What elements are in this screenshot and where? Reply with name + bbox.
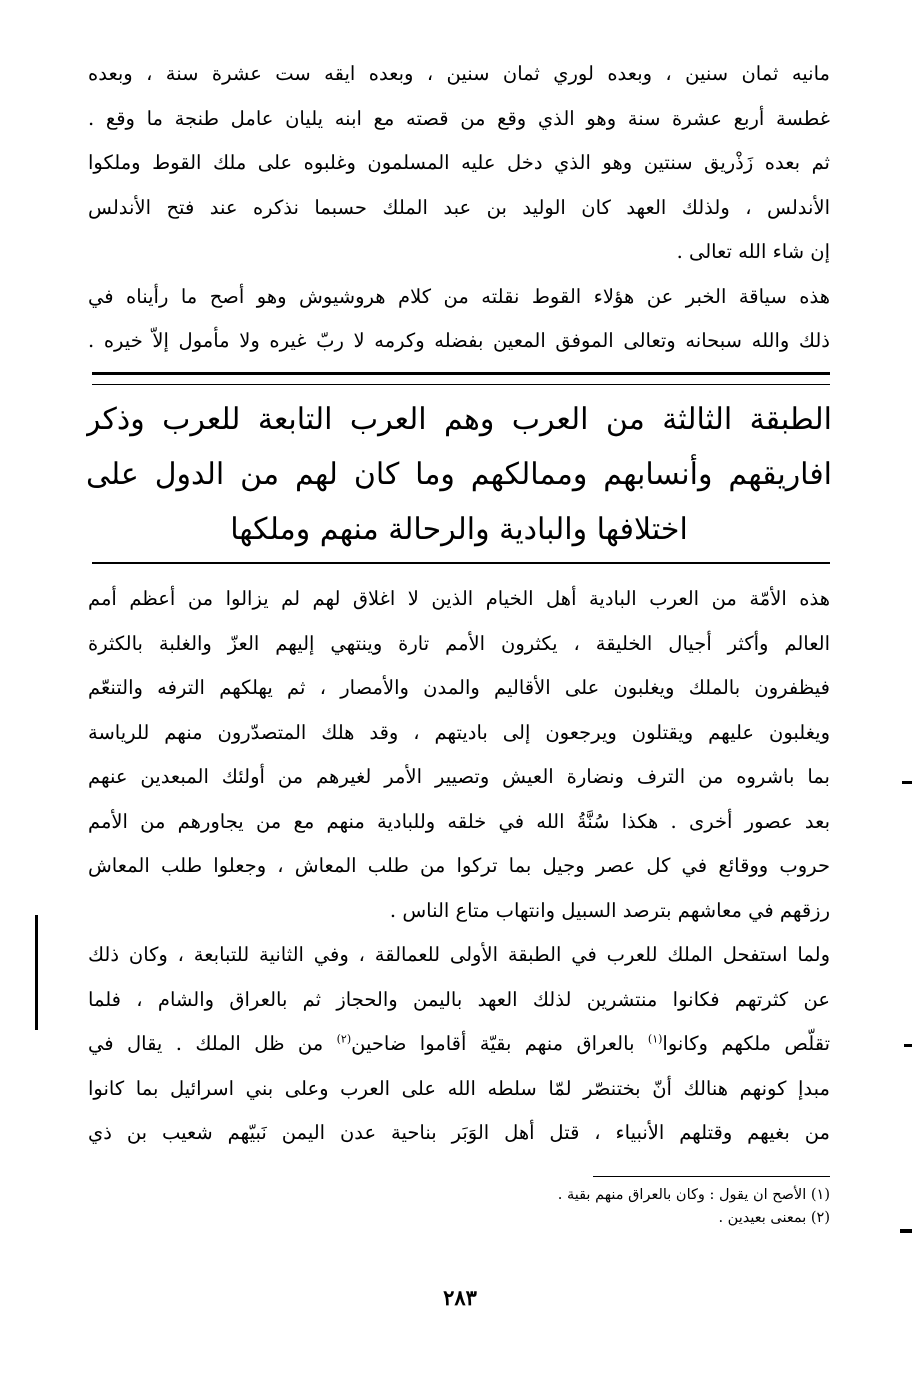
section-divider-single bbox=[92, 562, 830, 564]
heading-line: الطبقة الثالثة من العرب وهم العرب التابعة للعرب وذكر bbox=[86, 402, 832, 437]
text-line: الأندلس ، ولذلك العهد كان الوليد بن عبد الملك حسبما نذكره عند فتح الأندلس bbox=[88, 195, 830, 219]
text-line: بعد عصور أخرى . هكذا سُنَّةُ الله في خلقه وللبادية منهم مع من يجاورهم من الأمم bbox=[88, 809, 830, 833]
scan-artifact-mark bbox=[902, 781, 912, 784]
scan-artifact-mark bbox=[904, 1044, 912, 1047]
text-fragment: من ظل الملك . يقال في bbox=[88, 1032, 337, 1055]
footnote-1: (١) الأصح ان يقول : وكان بالعراق منهم بقية . bbox=[557, 1187, 830, 1203]
text-line-with-refs bbox=[88, 1022, 830, 1067]
text-line: رزقهم في معاشهم بترصد السبيل وانتهاب متاع الناس . bbox=[389, 898, 830, 922]
body-text bbox=[88, 577, 830, 1156]
text-line: إن شاء الله تعالى . bbox=[676, 240, 830, 263]
text-line: حروب ووقائع في كل عصر وجيل بما تركوا من طلب المعاش ، وجعلوا طلب المعاش bbox=[88, 854, 830, 877]
text-line: ويغلبون عليهم ويقتلون ويرجعون إلى باديتهم ، وقد هلك المتصدّرون منهم للرياسة bbox=[88, 720, 830, 744]
footnote-2: (٢) بمعنى بعيدين . bbox=[718, 1210, 830, 1226]
text-line: العالم وأكثر أجيال الخليقة ، يكثرون الأمم تارة وينتهي إليهم العزّ والغلبة بالكثرة bbox=[88, 631, 830, 655]
top-paragraphs bbox=[88, 52, 830, 364]
heading-line: اختلافها والبادية والرحالة منهم وملكها bbox=[230, 512, 688, 547]
text-line: هذه سياقة الخبر عن هؤلاء القوط نقلته من كلام هروشيوش وهو أصح ما رأيناه في bbox=[88, 284, 830, 308]
section-heading bbox=[86, 392, 832, 557]
text-line: ذلك والله سبحانه وتعالى الموفق المعين بفضله وكرمه لا ربّ غيره ولا مأمول إلاّ خيره . bbox=[88, 329, 830, 352]
text-fragment: بالعراق منهم بقيّة أقاموا ضاحين bbox=[351, 1032, 648, 1055]
heading-line: افاريقهم وأنسابهم وممالكهم وما كان لهم من الدول على bbox=[86, 457, 832, 492]
text-line: من بغيهم وقتلهم الأنبياء ، قتل أهل الوَبَر بناحية عدن اليمن نَبيّهم شعيب بن ذي bbox=[88, 1121, 830, 1144]
text-line: ثم بعده زَذْريق سنتين وهو الذي دخل عليه المسلمون وغلبوه على ملك القوط وملكوا bbox=[88, 151, 830, 174]
text-line: عن كثرتهم فكانوا منتشرين لذلك العهد باليمن والحجاز ثم بالعراق والشام ، فلما bbox=[88, 987, 830, 1011]
text-line: غطسة أربع عشرة سنة وهو الذي وقع من قصته مع ابنه يليان عامل طنجة ما وقع . bbox=[88, 106, 830, 130]
text-line: بما باشروه من الترف ونضارة العيش وتصيير الأمر لغيرهم من أولئك المبعدين عنهم bbox=[88, 765, 830, 788]
footnote-ref-1: (١) bbox=[647, 1032, 663, 1046]
text-line: هذه الأمّة من العرب البادية أهل الخيام الذين لا اغلاق لهم لم يزالوا من أعظم أمم bbox=[88, 587, 830, 610]
text-line: مانيه ثمان سنين ، وبعده لوري ثمان سنين ، وبعده ايقه ست عشرة سنة ، وبعده bbox=[88, 62, 830, 85]
scan-artifact-mark bbox=[900, 1229, 912, 1233]
text-line: فيظفرون بالملك ويغلبون على الأقاليم والمدن والأمصار ، ثم يهلكهم الترفه والتنعّم bbox=[88, 676, 830, 699]
footnote-ref-2: (٢) bbox=[336, 1032, 352, 1046]
page-number: ٢٨٣ bbox=[443, 1285, 477, 1310]
text-line: ولما استفحل الملك للعرب في الطبقة الأولى للعمالقة ، وفي الثانية للتبابعة ، وكان ذلك bbox=[88, 943, 830, 966]
scan-artifact-bar bbox=[35, 915, 38, 1030]
text-fragment: تقلّص ملكهم وكانوا bbox=[662, 1032, 830, 1055]
text-line: مبدإ كونهم هنالك أنّ بختنصّر لمّا سلطه الله على العرب وعلى بني اسرائيل بما كانوا bbox=[88, 1076, 830, 1100]
footnotes bbox=[300, 1184, 830, 1230]
footnote-divider bbox=[593, 1176, 830, 1177]
section-divider-double bbox=[92, 372, 830, 385]
